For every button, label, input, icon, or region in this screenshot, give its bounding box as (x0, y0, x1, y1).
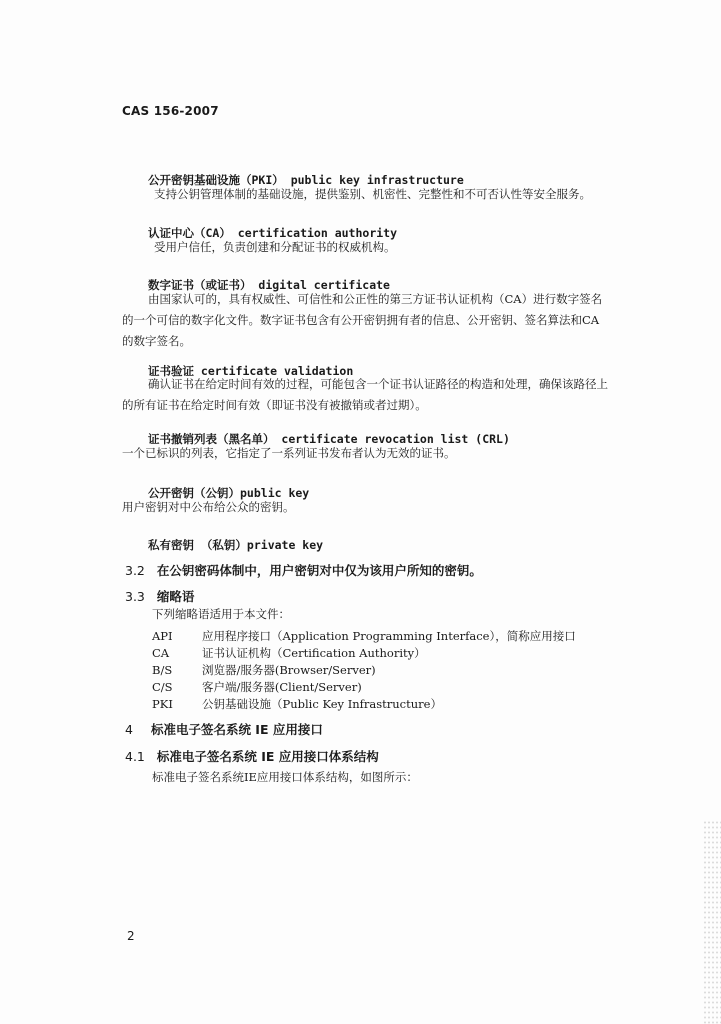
definition-ca: 受用户信任，负责创建和分配证书的权威机构。 (154, 240, 396, 254)
section-3-3-number: 3.3 (125, 589, 145, 604)
abbreviation-row (152, 696, 442, 712)
section-3-2-text: 在公钥密码体制中，用户密钥对中仅为该用户所知的密钥。 (156, 563, 482, 578)
definition-public-key: 用户密钥对中公布给公众的密钥。 (122, 500, 295, 514)
abbreviation-text: 公钥基础设施（Public Key Infrastructure） (202, 697, 442, 711)
section-4-title: 标准电子签名系统 IE 应用接口 (150, 722, 323, 737)
section-4-heading (125, 720, 323, 738)
section-4-number: 4 (125, 722, 133, 737)
definition-crl: 一个已标识的列表，它指定了一系列证书发布者认为无效的证书。 (122, 446, 456, 460)
standard-id-header: CAS 156-2007 (122, 104, 219, 118)
section-3-2-number: 3.2 (125, 563, 145, 578)
abbreviations-intro: 下列缩略语适用于本文件： (152, 607, 290, 621)
abbreviation-row (152, 662, 376, 678)
abbreviation-text: 证书认证机构（Certification Authority） (202, 646, 426, 660)
section-3-3-title: 缩略语 (156, 589, 195, 604)
definition-pki: 支持公钥管理体制的基础设施，提供鉴别、机密性、完整性和不可否认性等安全服务。 (154, 187, 591, 201)
scan-speckle (703, 820, 721, 1024)
term-ca: 认证中心（CA） certification authority (148, 226, 398, 240)
abbreviation-text: 应用程序接口（Application Programming Interface），简称应用接口 (202, 629, 576, 643)
abbreviation-code: CA (152, 646, 170, 660)
section-3-3-heading (125, 587, 194, 605)
section-3-2 (125, 561, 482, 579)
term-digital-certificate: 数字证书（或证书） digital certificate (148, 278, 390, 292)
term-crl: 证书撤销列表（黑名单） certificate revocation list (CRL) (148, 432, 510, 446)
section-4-1-intro: 标准电子签名系统IE应用接口体系结构，如图所示： (152, 770, 418, 784)
abbreviation-code: PKI (152, 697, 173, 711)
abbreviation-code: B/S (152, 663, 173, 677)
term-pki: 公开密钥基础设施（PKI） public key infrastructure (148, 173, 464, 187)
abbreviation-row (152, 628, 576, 644)
term-private-key: 私有密钥 （私钥）private key (148, 538, 324, 552)
abbreviation-code: API (152, 629, 173, 643)
definition-certificate-validation: 确认证书在给定时间有效的过程，可能包含一个证书认证路径的构造和处理，确保该路径上的所有证书在给定时间有效（即证书没有被撤销或者过期）。 (122, 377, 608, 412)
section-4-1-title: 标准电子签名系统 IE 应用接口体系结构 (156, 749, 379, 764)
abbreviation-text: 浏览器/服务器(Browser/Server) (202, 663, 376, 677)
section-4-1-heading (125, 747, 379, 765)
abbreviation-code: C/S (152, 680, 173, 694)
abbreviation-row (152, 645, 426, 661)
term-certificate-validation: 证书验证 certificate validation (148, 364, 354, 378)
definition-digital-certificate: 由国家认可的，具有权威性、可信性和公正性的第三方证书认证机构（CA）进行数字签名的一个可信的数字化文件。数字证书包含有公开密钥拥有者的信息、公开密钥、签名算法和CA的数字签名。 (122, 292, 603, 348)
term-public-key: 公开密钥（公钥）public key (148, 486, 310, 500)
abbreviation-text: 客户端/服务器(Client/Server) (202, 680, 362, 694)
abbreviation-row (152, 679, 362, 695)
section-4-1-number: 4.1 (125, 749, 145, 764)
page-number: 2 (127, 929, 135, 943)
